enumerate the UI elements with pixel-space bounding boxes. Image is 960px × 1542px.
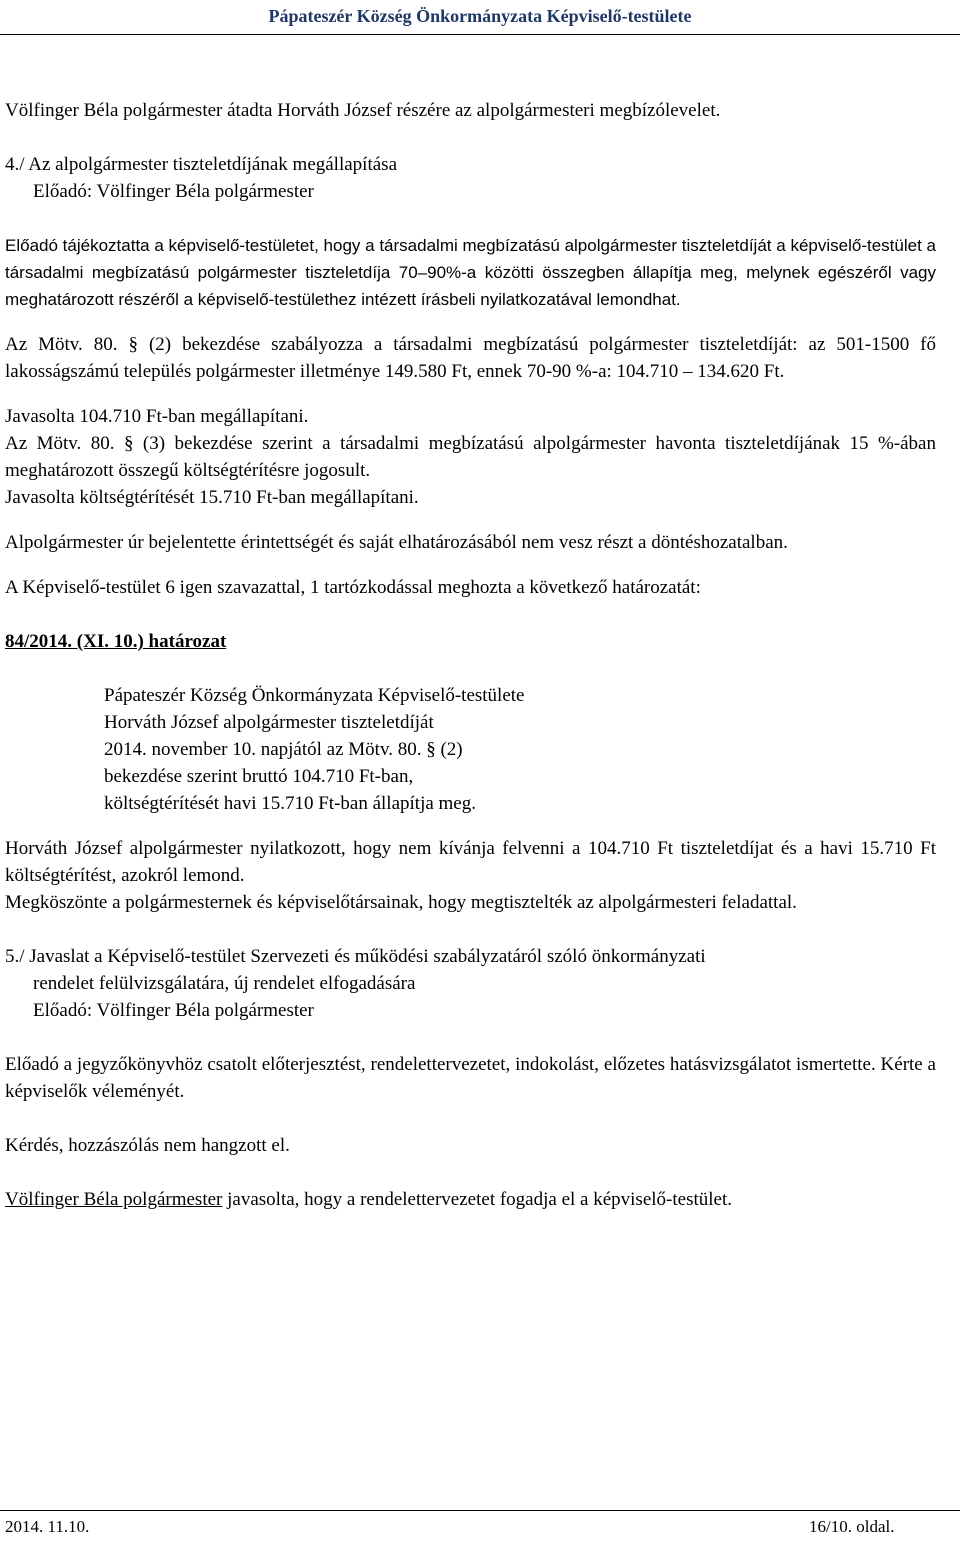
section-5-paragraph-1: Előadó a jegyzőkönyvhöz csatolt előterjesztést, rendelettervezetet, indokolást, előzetes hatásvizsgálatot ismertette. Kérte a képviselők véleményét. [5, 1054, 936, 1102]
footer-page-number: 16/10. oldal. [809, 1517, 895, 1536]
section-4-vote: A Képviselő-testület 6 igen szavazattal, 1 tartózkodással meghozta a következő határozatát: [5, 577, 701, 598]
header-title: Pápateszér Község Önkormányzata Képviselő-testülete [268, 6, 692, 26]
section-4-title: 4./ Az alpolgármester tiszteletdíjának megállapítása [5, 154, 397, 175]
section-5-paragraph-3-rest: javasolta, hogy a rendelettervezetet fogadja el a képviselő-testület. [222, 1189, 732, 1210]
resolution-line: bekezdése szerint bruttó 104.710 Ft-ban, [104, 766, 414, 787]
section-4-paragraph-5: Javasolta költségtérítését 15.710 Ft-ban megállapítani. [5, 487, 419, 508]
section-4-presenter: Előadó: Völfinger Béla polgármester [33, 181, 314, 202]
section-4-paragraph-6: Alpolgármester úr bejelentette érintettségét és saját elhatározásából nem vesz részt a döntéshozatalban. [5, 532, 788, 553]
document-body [5, 97, 936, 1213]
paragraph-mandate: Völfinger Béla polgármester átadta Horváth József részére az alpolgármesteri megbízólevelet. [5, 100, 721, 121]
section-5-paragraph-3 [5, 1186, 936, 1213]
section-4-paragraph-4: Az Mötv. 80. § (3) bekezdése szerint a társadalmi megbízatású alpolgármester havonta tiszteletdíjának 15 %-ában meghatározott összegű költségtérítésre jogosult. [5, 433, 936, 481]
resolution-text [104, 682, 936, 817]
page-header [0, 0, 960, 35]
section-5-title-line-1: 5./ Javaslat a Képviselő-testület Szervezeti és működési szabályzatáról szóló önkormányzati [5, 946, 706, 967]
section-4-paragraph-8: Megköszönte a polgármesternek és képviselőtársainak, hogy megtisztelték az alpolgármesteri feladattal. [5, 892, 797, 913]
resolution-line: költségtérítését havi 15.710 Ft-ban állapítja meg. [104, 793, 476, 814]
section-4-paragraph-3: Javasolta 104.710 Ft-ban megállapítani. [5, 406, 309, 427]
resolution-line: Horváth József alpolgármester tiszteletdíját [104, 712, 434, 733]
section-5-paragraph-2: Kérdés, hozzászólás nem hangzott el. [5, 1135, 290, 1156]
page-footer [0, 1510, 960, 1542]
section-5-title-line-2: rendelet felülvizsgálatára, új rendelet elfogadására [33, 973, 416, 994]
section-4-paragraph-7: Horváth József alpolgármester nyilatkozott, hogy nem kívánja felvenni a 104.710 Ft tiszteletdíjat és a havi 15.710 Ft költségtérítést, azokról lemond. [5, 838, 936, 886]
footer-date: 2014. 11.10. [5, 1517, 90, 1536]
section-5-presenter: Előadó: Völfinger Béla polgármester [33, 1000, 314, 1021]
resolution-line: 2014. november 10. napjától az Mötv. 80. § (2) [104, 739, 463, 760]
section-4-paragraph-1: Előadó tájékoztatta a képviselő-testületet, hogy a társadalmi megbízatású alpolgármester tiszteletdíját a képviselő-testület a társadalmi megbízatású polgármester tiszteletdíja 70–90%-a közötti összegben állapítja meg, melynek egészéről vagy meghatározott részéről a képviselő-testülethez intézett írásbeli nyilatkozatával lemondhat. [5, 236, 936, 309]
mayor-name-underlined: Völfinger Béla polgármester [5, 1189, 223, 1210]
resolution-title: 84/2014. (XI. 10.) határozat [5, 631, 227, 652]
resolution-line: Pápateszér Község Önkormányzata Képviselő-testülete [104, 685, 525, 706]
section-4-paragraph-2: Az Mötv. 80. § (2) bekezdése szabályozza a társadalmi megbízatású polgármester tiszteletdíját: az 501-1500 fő lakosságszámú település polgármester illetménye 149.580 Ft, ennek 70-90 %-a: 104.710 – 134.620 Ft. [5, 334, 936, 382]
